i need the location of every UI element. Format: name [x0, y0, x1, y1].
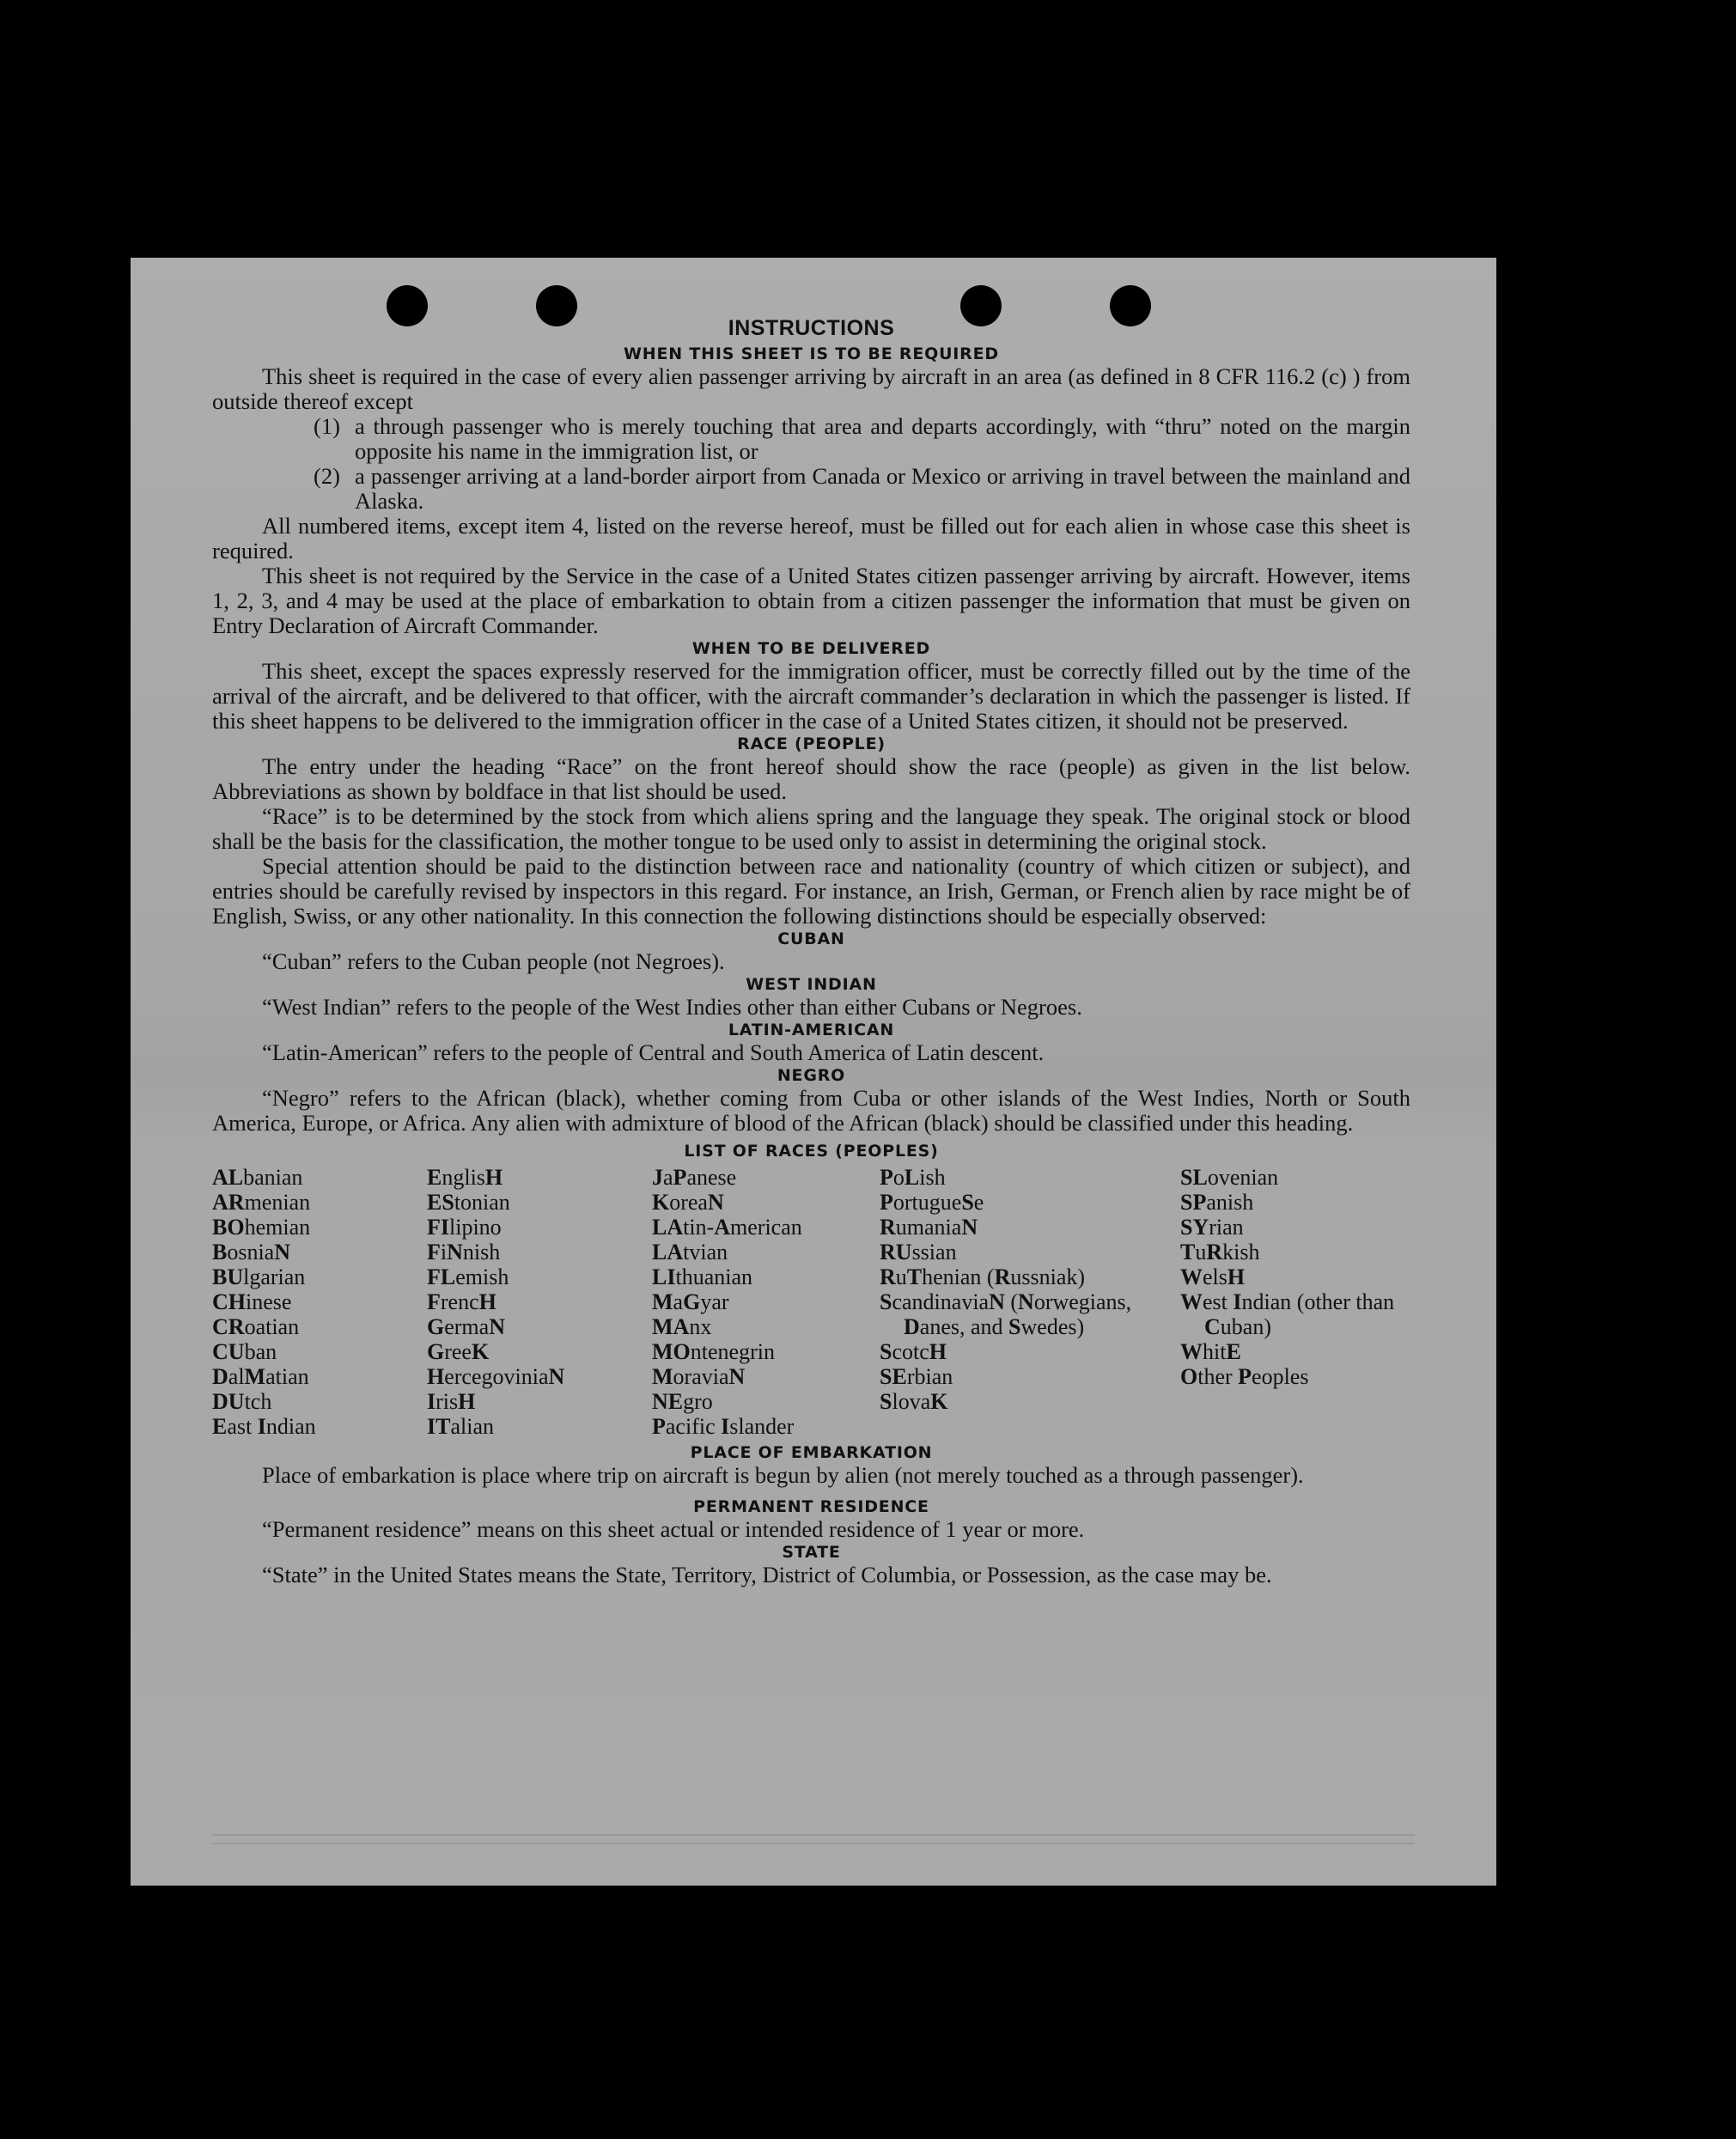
race-entry: ARmenian — [212, 1190, 311, 1215]
paragraph: “West Indian” refers to the people of the West Indies other than either Cubans or Negroes. — [262, 994, 1082, 1020]
race-entry: RuThenian (Russniak) — [880, 1265, 1086, 1289]
section-heading: LATIN-AMERICAN — [728, 1021, 895, 1039]
race-entry: FrencH — [427, 1289, 496, 1314]
paragraph: Place of embarkation is place where trip on aircraft is begun by alien (not merely touched as a through passenger). — [262, 1462, 1304, 1488]
race-entry: ScandinaviaN (Norwegians, Danes, and Swedes) — [880, 1289, 1132, 1339]
paragraph: “Race” is to be determined by the stock from which aliens spring and the language they speak. The original stock or blood shall be the basis for the classification, the mother tongue to be used only to assist in determining the original stock. — [212, 803, 1410, 854]
race-entry: BUlgarian — [212, 1265, 306, 1289]
race-entry: WelsH — [1180, 1265, 1246, 1289]
item-number: (1) — [314, 413, 340, 439]
race-column — [880, 1165, 1180, 1439]
race-entry: MaGyar — [652, 1289, 729, 1314]
item-text: a through passenger who is merely touching that area and departs accordingly, with “thru” noted on the margin opposite his name in the immigration list, or — [355, 413, 1410, 464]
race-entry: KoreaN — [652, 1190, 724, 1215]
race-entry: ALbanian — [212, 1165, 303, 1190]
section-heading: STATE — [782, 1543, 841, 1562]
race-entry: RumaniaN — [880, 1215, 978, 1240]
section-heading: NEGRO — [777, 1066, 846, 1085]
race-entry: GreeK — [427, 1339, 490, 1364]
race-entry: NEgro — [652, 1389, 713, 1414]
race-entry: SLovenian — [1180, 1165, 1279, 1190]
paragraph: The entry under the heading “Race” on the front hereof should show the race (people) as given in the list below. Abbreviations as shown by boldface in that list should be used. — [212, 753, 1410, 804]
race-entry: GermaN — [427, 1314, 505, 1339]
race-entry: FIlipino — [427, 1215, 502, 1240]
section-heading: WHEN THIS SHEET IS TO BE REQUIRED — [624, 344, 999, 363]
item-number: (2) — [314, 463, 340, 489]
paragraph: This sheet is not required by the Service in the case of a United States citizen passenger arriving by aircraft. However, items 1, 2, 3, and 4 may be used at the place of embarkation to obtain from a citizen passenger the information that must be given on Entry Declaration of Aircraft Commander. — [212, 563, 1410, 638]
instruction-sheet — [131, 258, 1496, 1886]
race-entry: HercegoviniaN — [427, 1364, 565, 1389]
race-entry: CHinese — [212, 1289, 292, 1314]
section-heading: LIST OF RACES (PEOPLES) — [684, 1142, 939, 1161]
race-column — [427, 1165, 652, 1439]
faint-line — [212, 1834, 1415, 1836]
race-entry: FLemish — [427, 1265, 509, 1289]
document-body — [212, 316, 1410, 1587]
race-entry: Other Peoples — [1180, 1364, 1309, 1389]
race-entry: LAtin-American — [652, 1215, 802, 1240]
section-heading: RACE (PEOPLE) — [737, 734, 886, 753]
race-entry: JaPanese — [652, 1165, 737, 1190]
race-entry: PoLish — [880, 1165, 946, 1190]
document-title: INSTRUCTIONS — [728, 316, 895, 340]
section-heading: PERMANENT RESIDENCE — [693, 1497, 929, 1516]
race-entry: ScotcH — [880, 1339, 947, 1364]
section-heading: WEST INDIAN — [746, 975, 877, 994]
race-entry: BOhemian — [212, 1215, 311, 1240]
race-list — [212, 1165, 1410, 1439]
race-entry: IrisH — [427, 1389, 476, 1414]
section-heading: PLACE OF EMBARKATION — [690, 1443, 933, 1462]
race-entry: BosniaN — [212, 1240, 291, 1265]
paragraph: All numbered items, except item 4, listed on the reverse hereof, must be filled out for each alien in whose case this sheet is required. — [212, 513, 1410, 564]
race-entry: SErbian — [880, 1364, 953, 1389]
paragraph: Special attention should be paid to the distinction between race and nationality (country of which citizen or subject), and entries should be carefully revised by inspectors in this regard. For instance, an Irish, German, or French alien by race might be of English, Swiss, or any other nationality. In this connection the following distinctions should be especially observed: — [212, 853, 1410, 929]
section-heading: WHEN TO BE DELIVERED — [691, 639, 931, 658]
race-entry: Pacific Islander — [652, 1414, 795, 1439]
race-column — [1180, 1165, 1410, 1439]
race-entry: EStonian — [427, 1190, 510, 1215]
race-entry: East Indian — [212, 1414, 316, 1439]
item-text: a passenger arriving at a land-border airport from Canada or Mexico or arriving in travel between the mainland and Alaska. — [355, 463, 1410, 514]
race-entry: FiNnish — [427, 1240, 501, 1265]
race-entry: WhitE — [1180, 1339, 1241, 1364]
race-entry: RUssian — [880, 1240, 957, 1265]
race-entry: West Indian (other than Cuban) — [1180, 1289, 1395, 1339]
bleed-through-lines — [212, 1834, 1415, 1855]
race-entry: LAtvian — [652, 1240, 728, 1265]
race-column — [652, 1165, 880, 1439]
paragraph: “Negro” refers to the African (black), whether coming from Cuba or other islands of the West Indies, North or South America, Europe, or Africa. Any alien with admixture of blood of the African (black) should be classified under this heading. — [212, 1085, 1410, 1136]
race-entry: ITalian — [427, 1414, 494, 1439]
paragraph: This sheet is required in the case of every alien passenger arriving by aircraft in an area (as defined in 8 CFR 116.2 (c) ) from outside thereof except — [212, 363, 1410, 414]
race-entry: DalMatian — [212, 1364, 309, 1389]
race-entry: MAnx — [652, 1314, 712, 1339]
paragraph: “Cuban” refers to the Cuban people (not Negroes). — [262, 948, 725, 974]
race-entry: TuRkish — [1180, 1240, 1260, 1265]
race-entry: SlovaK — [880, 1389, 948, 1414]
race-entry: CRoatian — [212, 1314, 300, 1339]
faint-line — [212, 1843, 1415, 1844]
race-entry: SYrian — [1180, 1215, 1244, 1240]
paragraph: “Latin-American” refers to the people of Central and South America of Latin descent. — [262, 1039, 1045, 1065]
race-entry: EnglisH — [427, 1165, 503, 1190]
race-entry: SPanish — [1180, 1190, 1254, 1215]
numbered-item — [314, 414, 1410, 464]
race-entry: CUban — [212, 1339, 277, 1364]
race-entry: MoraviaN — [652, 1364, 746, 1389]
race-entry: MOntenegrin — [652, 1339, 775, 1364]
paragraph: “Permanent residence” means on this sheet actual or intended residence of 1 year or more. — [262, 1516, 1085, 1542]
race-entry: PortugueSe — [880, 1190, 984, 1215]
numbered-item — [314, 464, 1410, 514]
paragraph: This sheet, except the spaces expressly reserved for the immigration officer, must be correctly filled out by the time of the arrival of the aircraft, and be delivered to that officer, with the aircraft commander’s declaration in which the passenger is listed. If this sheet happens to be delivered to the immigration officer in the case of a United States citizen, it should not be preserved. — [212, 658, 1410, 734]
paragraph: “State” in the United States means the State, Territory, District of Columbia, or Possession, as the case may be. — [262, 1562, 1272, 1587]
race-column — [212, 1165, 427, 1439]
section-heading: CUBAN — [777, 929, 845, 948]
race-entry: LIthuanian — [652, 1265, 752, 1289]
race-entry: DUtch — [212, 1389, 272, 1414]
